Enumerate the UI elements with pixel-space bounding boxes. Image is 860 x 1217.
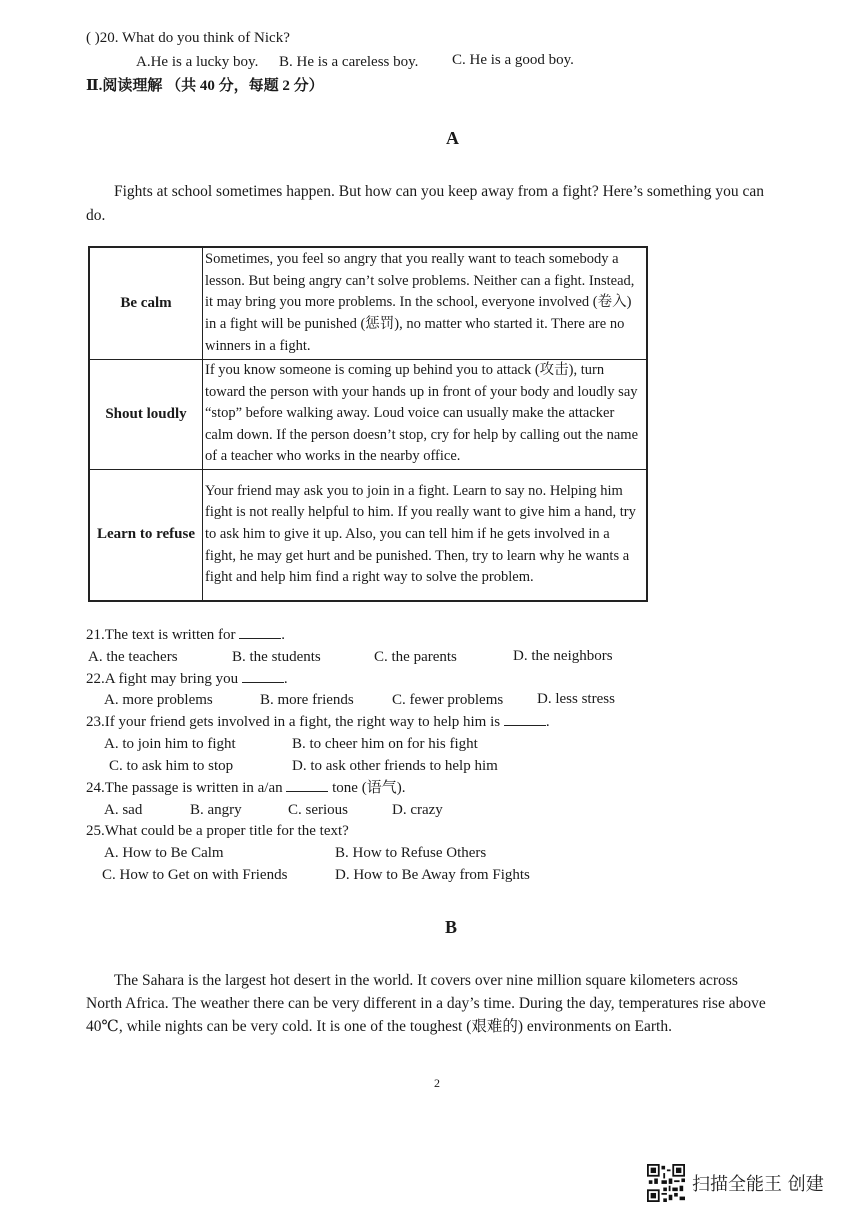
page-number: 2 bbox=[434, 1076, 440, 1090]
q25-option-d: D. How to Be Away from Fights bbox=[335, 867, 530, 883]
question-25-stem: 25.What could be a proper title for the text? bbox=[86, 823, 349, 839]
q22-option-d: D. less stress bbox=[537, 691, 615, 707]
answer-blank bbox=[286, 777, 328, 792]
answer-blank bbox=[239, 624, 281, 639]
q24-stem-text: 24.The passage is written in a/an bbox=[86, 780, 287, 796]
qr-code-icon bbox=[647, 1164, 685, 1202]
q25-option-c: C. How to Get on with Friends bbox=[102, 867, 288, 883]
q21-option-a: A. the teachers bbox=[88, 649, 178, 665]
passage-b-text bbox=[86, 969, 776, 1038]
question-23-stem bbox=[86, 711, 550, 733]
q22-option-c: C. fewer problems bbox=[392, 692, 504, 708]
q24-option-a: A. sad bbox=[104, 802, 143, 818]
question-21-stem bbox=[86, 624, 285, 646]
q22-option-b: B. more friends bbox=[260, 692, 354, 708]
answer-blank bbox=[504, 711, 546, 726]
q21-option-c: C. the parents bbox=[374, 649, 457, 665]
q21-stem-text: 21.The text is written for bbox=[86, 627, 240, 643]
q24-stem-end: tone (语气). bbox=[328, 780, 406, 796]
q20-option-c: C. He is a good boy. bbox=[452, 52, 574, 68]
q23-option-b: B. to cheer him on for his fight bbox=[292, 736, 478, 752]
q23-stem-end: . bbox=[545, 714, 550, 730]
section-heading: Ⅱ.阅读理解 （共 40 分，每题 2 分） bbox=[86, 78, 324, 94]
q20-option-b: B. He is a careless boy. bbox=[279, 54, 419, 70]
q24-option-c: C. serious bbox=[288, 802, 348, 818]
q24-option-d: D. crazy bbox=[392, 802, 443, 818]
q24-option-b: B. angry bbox=[190, 802, 242, 818]
passage-b-paragraph: The Sahara is the largest hot desert in the world. It covers over nine million square kilometers across North Africa. The weather there can be very different in a day’s time. During the day, temperatures rise above 40℃, while nights can be very cold. It is one of the toughest (艰难的) environments on Earth. bbox=[86, 972, 766, 1035]
passage-a-intro-text: Fights at school sometimes happen. But how can you keep away from a fight? Here’s something you can do. bbox=[86, 183, 764, 224]
table-row bbox=[89, 469, 647, 601]
q25-option-b: B. How to Refuse Others bbox=[335, 845, 487, 861]
passage-a-intro bbox=[86, 180, 776, 228]
q22-option-a: A. more problems bbox=[104, 692, 213, 708]
q22-stem-text: 22.A fight may bring you bbox=[86, 671, 242, 687]
question-22-stem bbox=[86, 668, 288, 690]
q23-option-c: C. to ask him to stop bbox=[109, 758, 234, 774]
q23-option-a: A. to join him to fight bbox=[104, 736, 236, 752]
q20-option-a: A.He is a lucky boy. bbox=[136, 54, 259, 70]
row-text: Sometimes, you feel so angry that you really want to teach somebody a lesson. But being angry can’t solve problems. Neither can a fight. Instead, it may bring you more problems. In the school, everyone involved (卷入) in a fight will be punished (惩罚), no matter who started it. There are no winners in a fight. bbox=[203, 247, 648, 359]
row-label: Learn to refuse bbox=[89, 469, 203, 601]
table-row bbox=[89, 247, 647, 359]
q21-option-d: D. the neighbors bbox=[513, 648, 613, 664]
row-text: Your friend may ask you to join in a fight. Learn to say no. Helping him fight is not really helpful to him. If you really want to give him a hand, try to ask him to give it up. Also, you can tell him if he gets involved in a fight, he may get hurt and be punished. Then, try to learn why he wants a fight and help him find a right way to solve the problem. bbox=[203, 469, 648, 601]
row-text: If you know someone is coming up behind you to attack (攻击), turn toward the person with your hands up in front of your body and loudly say “stop” before walking away. Loud voice can usually make the attacker calm down. If the person doesn’t stop, cry for help by calling out the name of a teacher who works in the nearby office. bbox=[203, 359, 648, 469]
advice-table bbox=[88, 246, 648, 602]
passage-b-letter: B bbox=[445, 917, 458, 937]
q23-stem-text: 23.If your friend gets involved in a fight, the right way to help him is bbox=[86, 714, 504, 730]
question-24-stem bbox=[86, 777, 405, 799]
answer-blank bbox=[242, 668, 284, 683]
q21-stem-end: . bbox=[281, 627, 286, 643]
q23-option-d: D. to ask other friends to help him bbox=[292, 758, 498, 774]
q22-stem-end: . bbox=[283, 671, 288, 687]
row-label: Be calm bbox=[89, 247, 203, 359]
q21-option-b: B. the students bbox=[232, 649, 321, 665]
question-20-stem: ( )20. What do you think of Nick? bbox=[86, 30, 290, 46]
table-row bbox=[89, 359, 647, 469]
scanner-watermark-text: 扫描全能王 创建 bbox=[692, 1174, 824, 1195]
row-label: Shout loudly bbox=[89, 359, 203, 469]
q25-option-a: A. How to Be Calm bbox=[104, 845, 224, 861]
passage-a-letter: A bbox=[446, 128, 459, 148]
